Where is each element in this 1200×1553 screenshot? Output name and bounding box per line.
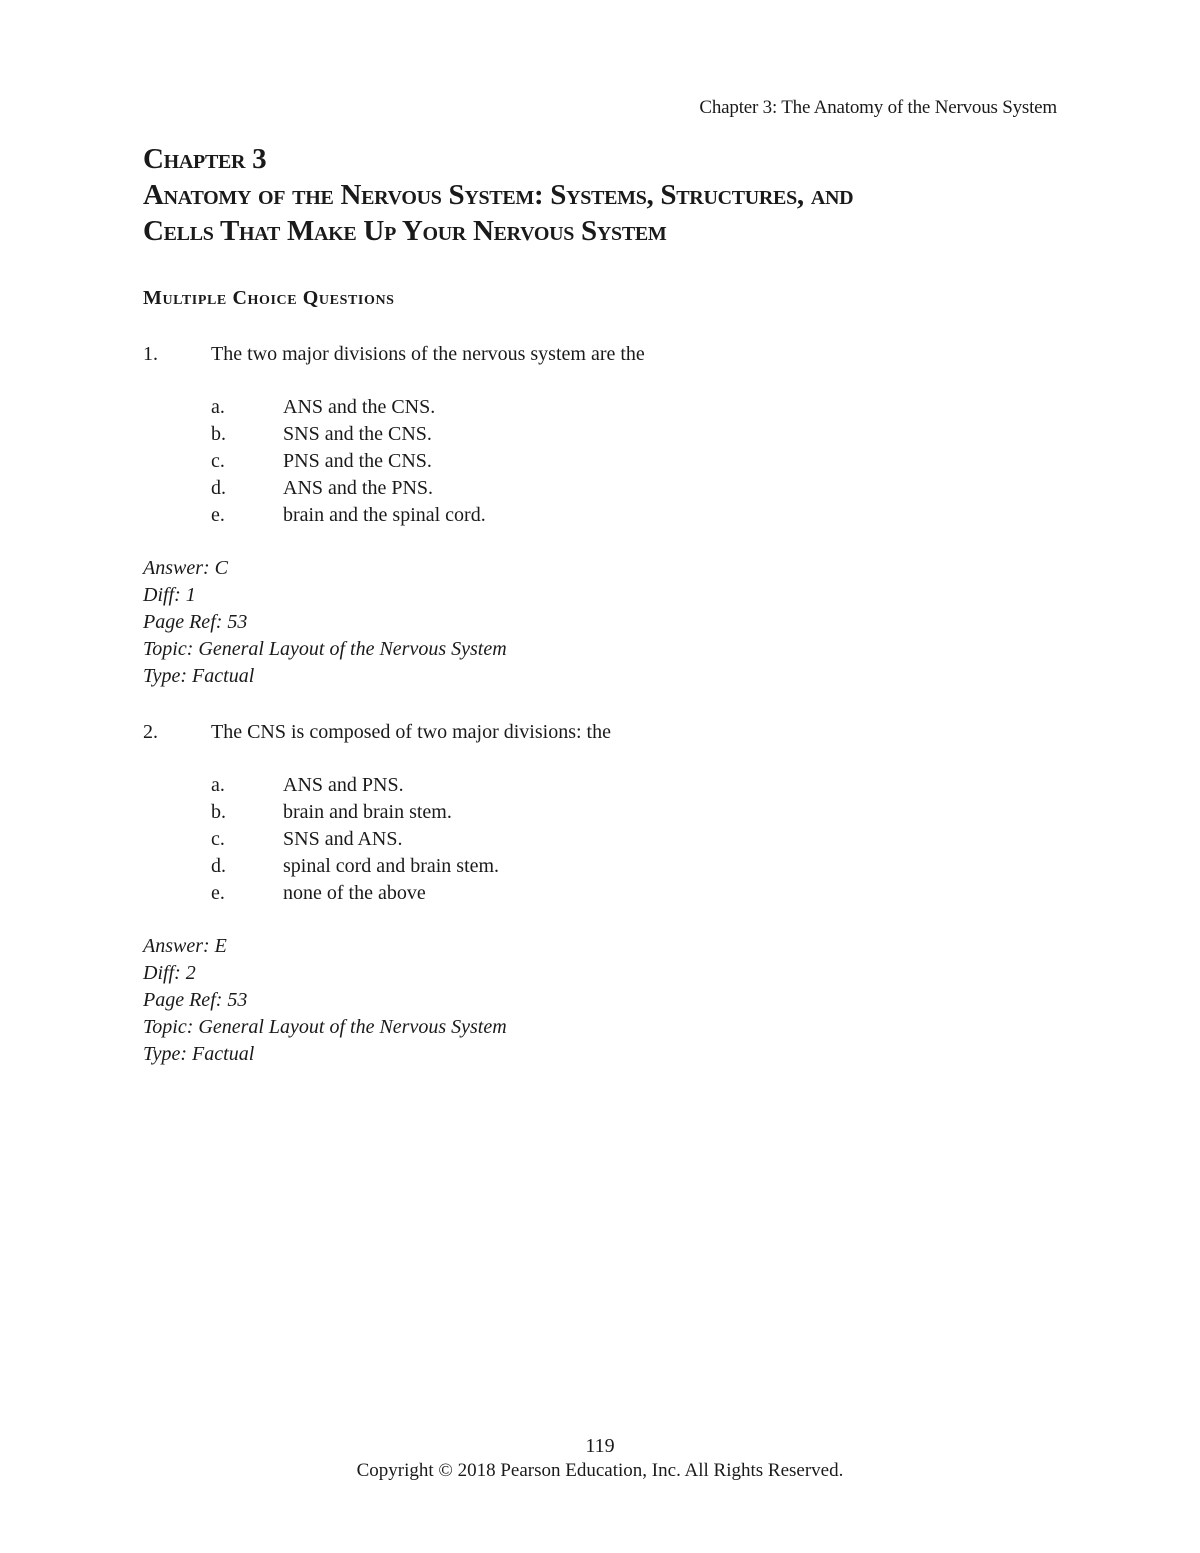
choice-text: brain and brain stem. [283, 801, 452, 823]
choice-text: none of the above [283, 882, 426, 904]
choice-item [211, 799, 1043, 826]
choice-item [211, 475, 1043, 502]
choice-list [211, 772, 1043, 907]
choice-letter: c. [211, 828, 225, 850]
section-heading: Multiple Choice Questions [143, 287, 395, 309]
choice-text: SNS and the CNS. [283, 423, 432, 445]
choice-item [211, 880, 1043, 907]
question-2 [143, 719, 1043, 1068]
chapter-title-line-3: Cells That Make Up Your Nervous System [143, 215, 667, 247]
page-ref-line: Page Ref: 53 [143, 611, 248, 633]
question-text: The two major divisions of the nervous system are the [211, 343, 645, 365]
choice-letter: a. [211, 396, 225, 418]
choice-text: PNS and the CNS. [283, 450, 432, 472]
topic-line: Topic: General Layout of the Nervous System [143, 638, 507, 660]
choice-text: brain and the spinal cord. [283, 504, 486, 526]
copyright-notice: Copyright © 2018 Pearson Education, Inc. All Rights Reserved. [356, 1460, 844, 1481]
choice-letter: b. [211, 801, 226, 823]
choice-item [211, 421, 1043, 448]
choice-text: spinal cord and brain stem. [283, 855, 500, 877]
difficulty-line: Diff: 2 [143, 962, 196, 984]
answer-metadata [143, 933, 1043, 1068]
choice-item [211, 772, 1043, 799]
chapter-title [143, 141, 1073, 249]
choice-letter: c. [211, 450, 225, 472]
chapter-title-line-2: Anatomy of the Nervous System: Systems, Structures, and [143, 179, 854, 211]
choice-list [211, 394, 1043, 529]
choice-item [211, 853, 1043, 880]
question-text: The CNS is composed of two major divisions: the [211, 721, 611, 743]
difficulty-line: Diff: 1 [143, 584, 196, 606]
answer-metadata [143, 555, 1043, 690]
chapter-title-line-1: Chapter 3 [143, 143, 267, 175]
type-line: Type: Factual [143, 665, 255, 687]
choice-item [211, 448, 1043, 475]
question-number: 2. [143, 721, 158, 743]
answer-line: Answer: E [143, 935, 227, 957]
choice-item [211, 826, 1043, 853]
choice-letter: e. [211, 504, 225, 526]
choice-letter: b. [211, 423, 226, 445]
page-ref-line: Page Ref: 53 [143, 989, 248, 1011]
choice-text: ANS and the CNS. [283, 396, 436, 418]
choice-item [211, 502, 1043, 529]
choice-letter: a. [211, 774, 225, 796]
choice-letter: d. [211, 855, 226, 877]
question-stem [143, 341, 1043, 368]
question-1 [143, 341, 1043, 690]
running-header: Chapter 3: The Anatomy of the Nervous System [699, 97, 1057, 118]
page-number: 119 [585, 1435, 615, 1457]
topic-line: Topic: General Layout of the Nervous System [143, 1016, 507, 1038]
answer-line: Answer: C [143, 557, 228, 579]
choice-text: ANS and PNS. [283, 774, 404, 796]
type-line: Type: Factual [143, 1043, 255, 1065]
choice-letter: d. [211, 477, 226, 499]
question-number: 1. [143, 343, 158, 365]
question-stem [143, 719, 1043, 746]
choice-letter: e. [211, 882, 225, 904]
choice-text: SNS and ANS. [283, 828, 403, 850]
choice-text: ANS and the PNS. [283, 477, 434, 499]
choice-item [211, 394, 1043, 421]
